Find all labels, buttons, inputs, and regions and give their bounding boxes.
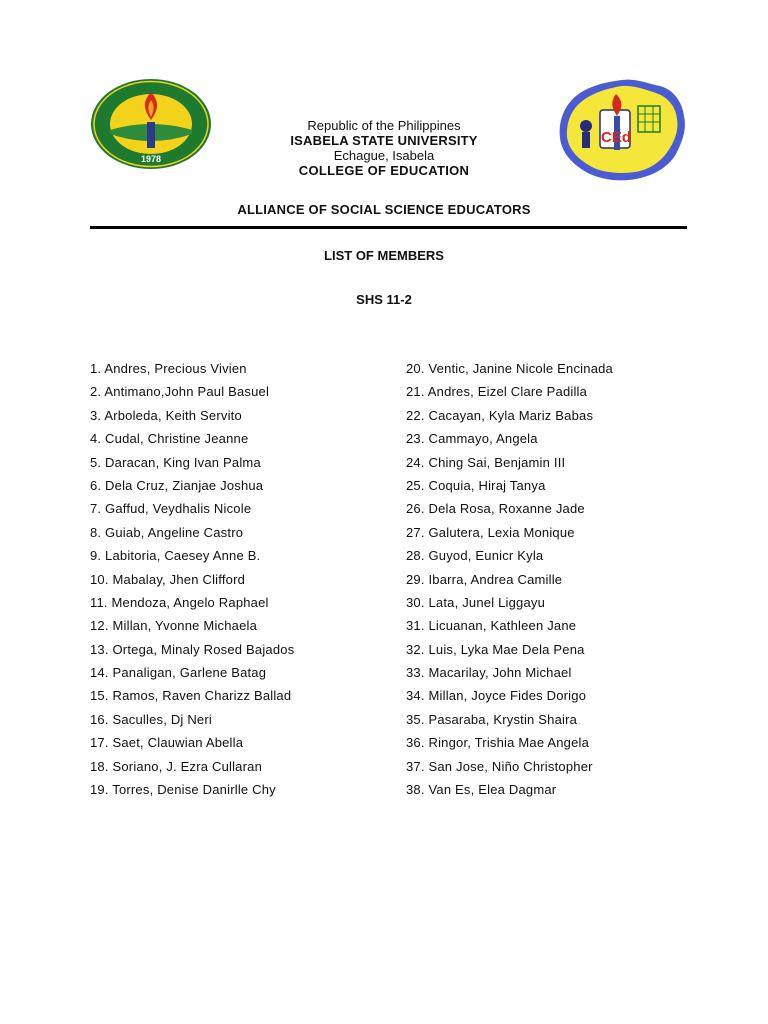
list-item: 8. Guiab, Angeline Castro — [90, 524, 244, 540]
list-item: 35. Pasaraba, Krystin Shaira — [406, 711, 578, 727]
republic-text: Republic of the Philippines — [307, 118, 461, 133]
list-item: 25. Coquia, Hiraj Tanya — [406, 477, 546, 493]
list-item: 10. Mabalay, Jhen Clifford — [90, 571, 246, 587]
list-item: 15. Ramos, Raven Charizz Ballad — [90, 688, 292, 704]
list-item: 38. Van Es, Elea Dagmar — [406, 782, 557, 798]
list-item: 21. Andres, Eizel Clare Padilla — [406, 384, 588, 400]
list-item: 36. Ringor, Trishia Mae Angela — [406, 735, 590, 751]
university-location: Echague, Isabela — [333, 148, 435, 163]
list-item: 5. Daracan, King Ivan Palma — [90, 454, 261, 470]
list-item: 32. Luis, Lyka Mae Dela Pena — [406, 641, 585, 657]
list-item: 16. Saculles, Dj Neri — [90, 711, 212, 727]
college-name: COLLEGE OF EDUCATION — [298, 163, 470, 178]
list-item: 29. Ibarra, Andrea Camille — [406, 571, 563, 587]
list-item: 19. Torres, Denise Danirlle Chy — [90, 782, 276, 798]
list-item: 22. Cacayan, Kyla Mariz Babas — [406, 407, 594, 423]
section-label: SHS 11-2 — [356, 292, 412, 307]
ced-logo-text: CEd — [601, 129, 631, 146]
list-item: 14. Panaligan, Garlene Batag — [90, 665, 267, 681]
list-item: 12. Millan, Yvonne Michaela — [90, 618, 258, 634]
list-item: 7. Gaffud, Veydhalis Nicole — [90, 501, 252, 517]
list-item: 31. Licuanan, Kathleen Jane — [406, 618, 577, 634]
list-item: 27. Galutera, Lexia Monique — [406, 524, 575, 540]
list-item: 3. Arboleda, Keith Servito — [90, 407, 242, 423]
header-divider — [90, 226, 687, 229]
list-item: 6. Dela Cruz, Zianjae Joshua — [90, 477, 264, 493]
list-item: 33. Macarilay, John Michael — [406, 665, 572, 681]
list-item: 17. Saet, Clauwian Abella — [90, 735, 244, 751]
list-item: 4. Cudal, Christine Jeanne — [90, 431, 249, 447]
list-item: 30. Lata, Junel Liggayu — [406, 594, 546, 610]
list-item: 18. Soriano, J. Ezra Cullaran — [90, 758, 262, 774]
list-item: 1. Andres, Precious Vivien — [90, 361, 247, 376]
members-list-right — [406, 360, 613, 804]
organization-title: ALLIANCE OF SOCIAL SCIENCE EDUCATORS — [237, 202, 531, 217]
seal-year-text: 1978 — [140, 154, 162, 164]
list-item: 23. Cammayo, Angela — [406, 431, 538, 447]
list-item: 28. Guyod, Eunicr Kyla — [406, 548, 544, 564]
list-item: 13. Ortega, Minaly Rosed Bajados — [90, 641, 295, 657]
list-item: 24. Ching Sai, Benjamin III — [406, 454, 566, 470]
members-list-left — [90, 360, 294, 804]
list-item: 9. Labitoria, Caesey Anne B. — [90, 548, 261, 564]
list-item: 2. Antimano,John Paul Basuel — [90, 384, 270, 400]
list-item: 26. Dela Rosa, Roxanne Jade — [406, 501, 585, 517]
list-item: 37. San Jose, Niño Christopher — [406, 758, 593, 774]
list-item: 20. Ventic, Janine Nicole Encinada — [406, 361, 613, 376]
list-item: 34. Millan, Joyce Fides Dorigo — [406, 688, 587, 704]
university-name: ISABELA STATE UNIVERSITY — [290, 133, 478, 148]
list-title: LIST OF MEMBERS — [324, 248, 444, 263]
list-item: 11. Mendoza, Angelo Raphael — [90, 594, 269, 610]
